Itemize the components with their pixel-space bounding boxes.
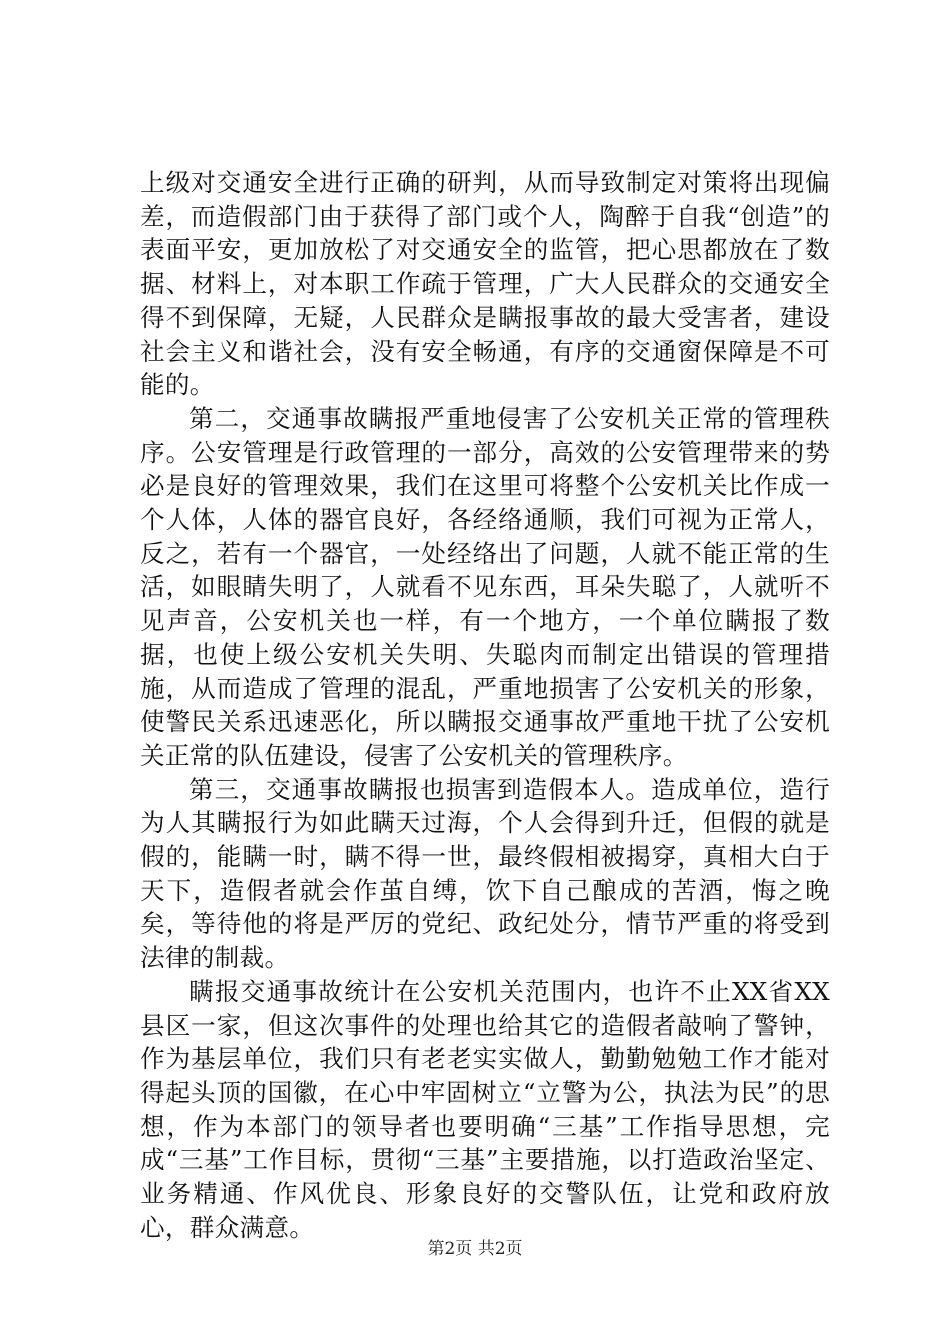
paragraph-conclusion: 瞒报交通事故统计在公安机关范围内，也许不止XX省XX县区一家，但这次事件的处理也给其它的造假者敲响了警钟，作为基层单位，我们只有老老实实做人，勤勤勉勉工作才能对得起头顶的国徽，在心中牢固树立“立警为公，执法为民”的思想，作为本部门的领导者也要明确“三基”工作指导思想，完成“三基”工作目标，贯彻“三基”主要措施，以打造政治坚定、业务精通、作风优良、形象良好的交警队伍，让党和政府放心，群众满意。: [140, 976, 830, 1242]
page-number-footer: 第2页 共2页: [427, 1239, 523, 1259]
paragraph-second-point: 第二，交通事故瞒报严重地侵害了公安机关正常的管理秩序。公安管理是行政管理的一部分，高效的公安管理带来的势必是良好的管理效果，我们在这里可将整个公安机关比作成一个人体，人体的器官良好，各经络通顺，我们可视为正常人，反之，若有一个器官，一处经络出了问题，人就不能正常的生活，如眼睛失明了，人就看不见东西，耳朵失聪了，人就听不见声音，公安机关也一样，有一个地方，一个单位瞒报了数据，也使上级公安机关失明、失聪肉而制定出错误的管理措施，从而造成了管理的混乱，严重地损害了公安机关的形象，使警民关系迅速恶化，所以瞒报交通事故严重地干扰了公安机关正常的队伍建设，侵害了公安机关的管理秩序。: [140, 403, 830, 770]
document-body: [140, 166, 830, 1245]
paragraph-continuation: 上级对交通安全进行正确的研判，从而导致制定对策将出现偏差，而造假部门由于获得了部门或个人，陶醉于自我“创造”的表面平安，更加放松了对交通安全的监管，把心思都放在了数据、材料上，对本职工作疏于管理，广大人民群众的交通安全得不到保障，无疑，人民群众是瞒报事故的最大受害者，建设社会主义和谐社会，没有安全畅通，有序的交通窗保障是不可能的。: [140, 168, 830, 400]
paragraph-third-point: 第三，交通事故瞒报也损害到造假本人。造成单位，造行为人其瞒报行为如此瞒天过海，个人会得到升迁，但假的就是假的，能瞒一时，瞒不得一世，最终假相被揭穿，真相大白于天下，造假者就会作茧自缚，饮下自己酿成的苦酒，悔之晚矣，等待他的将是严厉的党纪、政纪处分，情节严重的将受到法律的制裁。: [140, 774, 830, 973]
